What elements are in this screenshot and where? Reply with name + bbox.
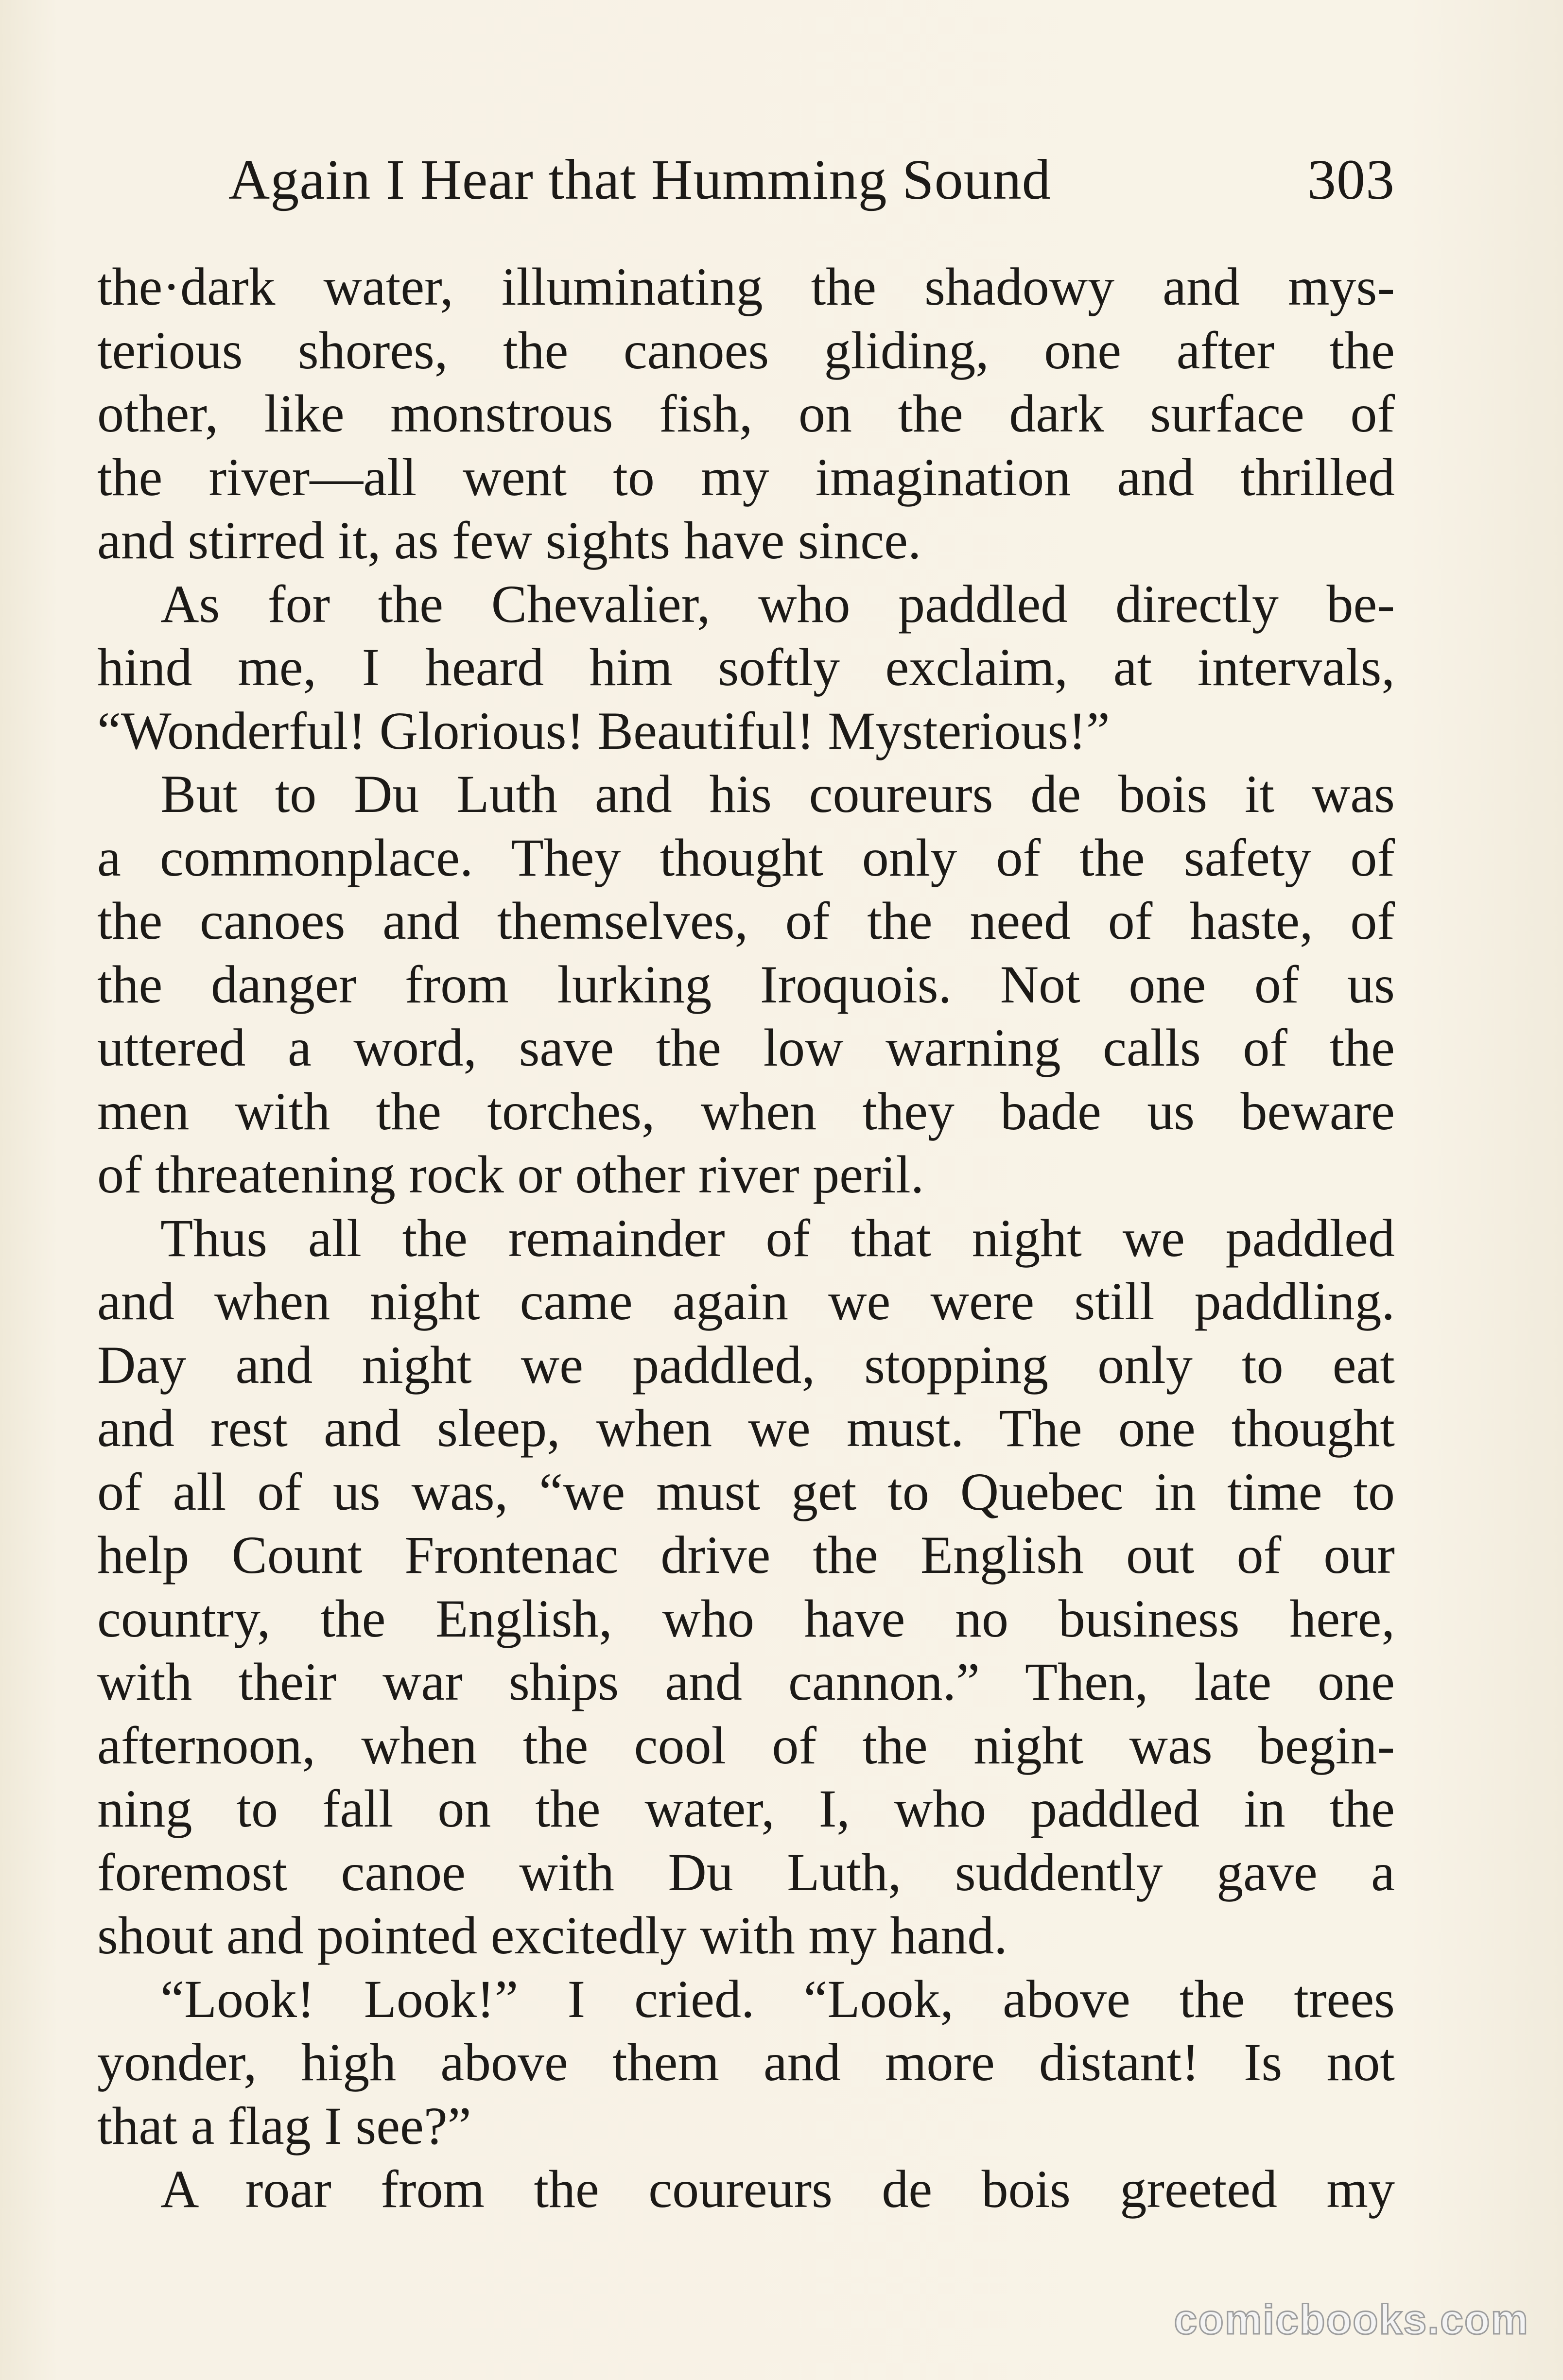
text-line: that a flag I see?” bbox=[97, 2096, 471, 2156]
text-line: and when night came again we were still paddling. bbox=[97, 1272, 1395, 1331]
text-line: A roar from the coureurs de bois greeted my bbox=[160, 2159, 1395, 2219]
text-line: help Count Frontenac drive the English out of our bbox=[97, 1525, 1395, 1585]
text-line: and rest and sleep, when we must. The one thought bbox=[97, 1398, 1395, 1458]
text-line: of all of us was, “we must get to Quebec in time to bbox=[97, 1462, 1395, 1521]
text-line: “Look! Look!” I cried. “Look, above the trees bbox=[160, 1969, 1395, 2029]
text-line: shout and pointed excitedly with my hand. bbox=[97, 1906, 1007, 1965]
text-line: a commonplace. They thought only of the safety of bbox=[97, 828, 1395, 887]
text-line: country, the English, who have no business here, bbox=[97, 1588, 1395, 1648]
text-line: the·dark water, illuminating the shadowy and mys- bbox=[97, 257, 1395, 316]
text-line: uttered a word, save the low warning calls of the bbox=[97, 1018, 1395, 1077]
text-line: ning to fall on the water, I, who paddled in the bbox=[97, 1779, 1395, 1838]
text-line: But to Du Luth and his coureurs de bois it was bbox=[160, 764, 1395, 824]
text-line: afternoon, when the cool of the night was begin- bbox=[97, 1715, 1395, 1775]
text-line: Day and night we paddled, stopping only to eat bbox=[97, 1335, 1395, 1395]
text-line: hind me, I heard him softly exclaim, at intervals, bbox=[97, 638, 1395, 697]
chapter-title: Again I Hear that Humming Sound bbox=[228, 148, 1051, 211]
text-line: “Wonderful! Glorious! Beautiful! Mysterious!” bbox=[97, 701, 1110, 760]
watermark-logo: comicbooks.com bbox=[1174, 2296, 1529, 2343]
text-line: foremost canoe with Du Luth, suddently gave a bbox=[97, 1842, 1395, 1902]
text-line: with their war ships and cannon.” Then, late one bbox=[97, 1652, 1395, 1711]
running-head bbox=[228, 136, 1395, 224]
text-line: the river—all went to my imagination and thrilled bbox=[97, 447, 1395, 507]
text-line: the danger from lurking Iroquois. Not one of us bbox=[97, 954, 1395, 1014]
body-text bbox=[97, 255, 1395, 2221]
text-line: of threatening rock or other river peril. bbox=[97, 1145, 924, 1204]
page-number: 303 bbox=[1307, 148, 1395, 211]
text-line: Thus all the remainder of that night we paddled bbox=[160, 1208, 1395, 1268]
text-line: and stirred it, as few sights have since. bbox=[97, 511, 921, 570]
text-line: As for the Chevalier, who paddled directly be- bbox=[160, 574, 1395, 634]
text-line: men with the torches, when they bade us beware bbox=[97, 1081, 1395, 1141]
text-line: yonder, high above them and more distant! Is not bbox=[97, 2033, 1395, 2092]
text-line: other, like monstrous fish, on the dark surface of bbox=[97, 384, 1395, 443]
text-line: the canoes and themselves, of the need of haste, of bbox=[97, 891, 1395, 950]
text-line: terious shores, the canoes gliding, one after the bbox=[97, 320, 1395, 380]
